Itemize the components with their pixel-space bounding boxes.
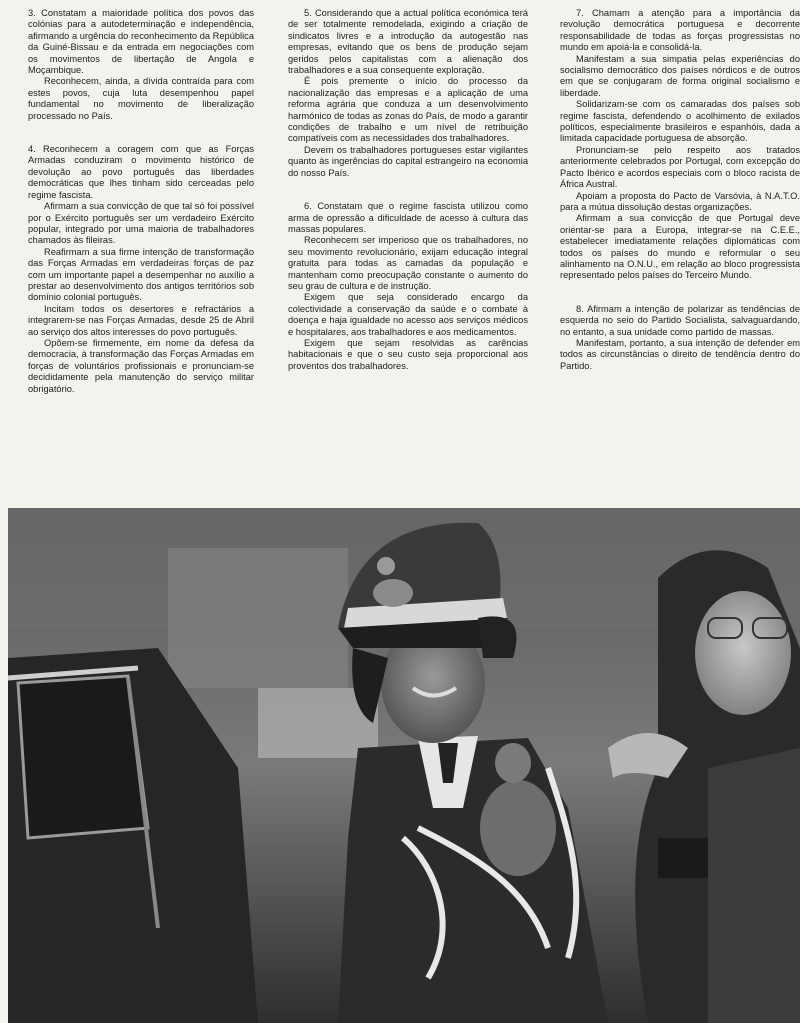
photograph [8, 508, 800, 1023]
paragraph: Exigem que seja considerado encargo da colectividade a conservação da saúde e o combate à doença e haja igualdade no acesso aos serviços médicos e hospitalares, aos trabalhadores e aos medicamentos. [288, 292, 528, 337]
paragraph: 8. Afirmam a intenção de polarizar as tendências de esquerda no seio do Partido Socialista, salvaguardando, no entanto, a sua unidade como partido de massas. [560, 303, 800, 337]
paragraph: Pronunciam-se pelo respeito aos tratados anteriormente celebrados por Portugal, com excepção do Pacto Ibérico e acordos especiais com o bloco racista de África Austral. [560, 144, 800, 190]
paragraph: É pois premente o início do processo da nacionalização das empresas e a aplicação de uma reforma agrária que conduza a um desenvolvimento harmónico de todas as zonas do País, de modo a garantir condições de trabalho e um nível de retribuição compatíveis com as necessidades dos trabalhadores. [288, 76, 528, 144]
paragraph-gap [560, 282, 800, 304]
paragraph: 4. Reconhecem a coragem com que as Forças Armadas conduziram o movimento histórico de devolução ao povo português das liberdades democráticas que lhes tinham sido cerceadas pelo regime fascista. [28, 144, 254, 200]
paragraph: Apoiam a proposta do Pacto de Varsóvia, à N.A.T.O. para a mútua dissolução destas organizações. [560, 190, 800, 212]
column-2 [288, 8, 528, 372]
photo-illustration [8, 508, 800, 1023]
paragraph: 6. Constatam que o regime fascista utilizou como arma de opressão a dificuldade de acesso à cultura das massas populares. [288, 201, 528, 234]
paragraph-gap [28, 122, 254, 144]
paragraph: 5. Considerando que a actual política económica terá de ser totalmente remodelada, exigindo a criação de sindicatos livres e a introdução da autogestão nas empresas, evitando que os bens de produção sejam geridos pelos capitalistas com a alienação dos trabalhadores e a sua consequente exploração. [288, 8, 528, 76]
column-1 [28, 8, 254, 395]
paragraph: Devem os trabalhadores portugueses estar vigilantes quanto às ingerências do capital estrangeiro na economia do nosso País. [288, 144, 528, 178]
column-3 [560, 8, 800, 372]
paragraph: Afirmam a sua convicção de que Portugal deve orientar-se para a Europa, integrar-se na C.E.E., estabelecer imediatamente relações diplomáticas com todos os países do mundo e reformular o seu alinhamento na O.N.U., em relação ao bloco progressista representado pelos países do Terceiro Mundo. [560, 213, 800, 281]
paragraph: Manifestam a sua simpatia pelas experiências do socialismo democrático dos países nórdicos e de outros em que se conjugaram de forma original socialismo e liberdade. [560, 53, 800, 98]
paragraph: Reconhecem, ainda, a dívida contraída para com estes povos, cuja luta desempenhou papel fundamental no movimento de liberalização processado no País. [28, 76, 254, 121]
paragraph-gap [288, 179, 528, 201]
paragraph: Manifestam, portanto, a sua intenção de defender em todos as circunstâncias o direito de tendência dentro do Partido. [560, 337, 800, 371]
text-columns [0, 0, 800, 500]
paragraph: Exigem que sejam resolvidas as carências habitacionais e que o seu custo seja proporcional aos proventos dos trabalhadores. [288, 337, 528, 371]
paragraph: Incitam todos os desertores e refractários a integrarem-se nas Forças Armadas, desde 25 de Abril ao serviço dos altos interesses do povo português. [28, 303, 254, 337]
paragraph: 7. Chamam a atenção para a importância da revolução democrática portuguesa e decorrente responsabilidade de todas as forças progressistas no mundo em apoiá-la e consolidá-la. [560, 8, 800, 53]
paragraph: Solidarizam-se com os camaradas dos países sob regime fascista, defendendo o acolhimento de exilados políticos, especialmente brasileiros e espanhóis, dada a limitada capacidade portuguesa de absorção. [560, 99, 800, 144]
paragraph: Reafirmam a sua firme intenção de transformação das Forças Armadas em verdadeiras forças de paz com um importante papel a desempenhar no auxílio a prestar ao desenvolvimento dos antigos territórios sob domínio colonial português. [28, 246, 254, 303]
paragraph: Afirmam a sua convicção de que tal só foi possível por o Exército português ser um verdadeiro Exército popular, integrado por uma maioria de trabalhadores chamados às fileiras. [28, 201, 254, 246]
paragraph: Reconhecem ser imperioso que os trabalhadores, no seu movimento revolucionário, exijam educação integral gratuita para todas as camadas da população e mantenham como preocupação constante o aumento do seu grau de cultura e de instrução. [288, 235, 528, 291]
paragraph: Opõem-se firmemente, em nome da defesa da democracia, à transformação das Forças Armadas em forças de voluntários profissionais e pronunciam-se decididamente pela manutenção do serviço militar obrigatório. [28, 337, 254, 394]
paragraph: 3. Constatam a maioridade política dos povos das colónias para a autodeterminação e independência, afirmando a urgência do reconhecimento da República da Guiné-Bissau e da entrada em negociações com os movimentos de libertação de Angola e Moçambique. [28, 8, 254, 76]
